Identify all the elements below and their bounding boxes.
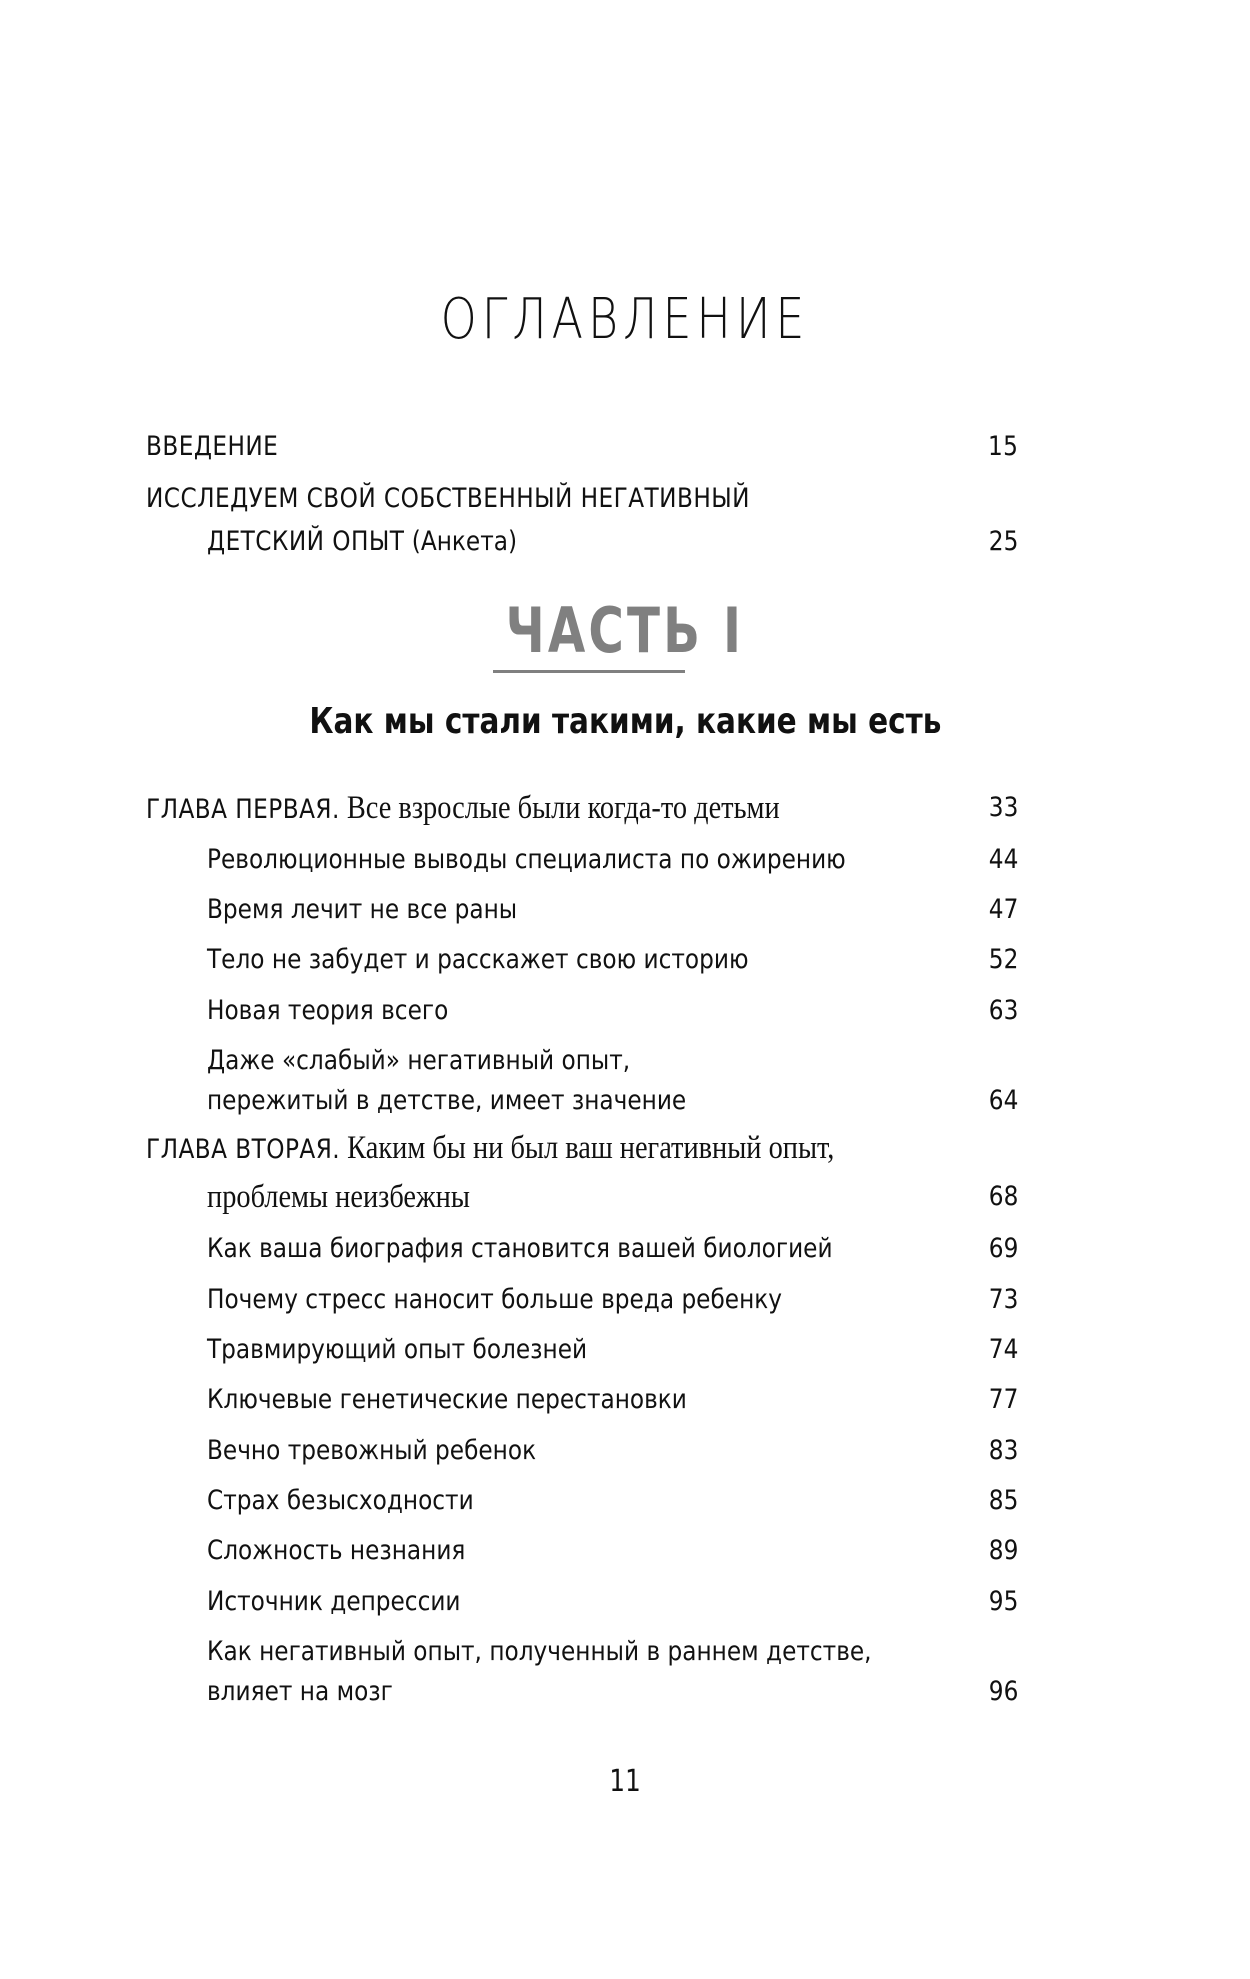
section-title: Революционные выводы специалиста по ожирению (207, 844, 846, 875)
page-folio: 11 (609, 1764, 641, 1799)
toc-page-number: 52 (988, 944, 1018, 975)
toc-entry-questionnaire-line2[interactable] (207, 522, 1018, 562)
toc-page-number: 77 (988, 1384, 1018, 1415)
toc-entry-introduction[interactable] (146, 427, 1018, 467)
section-title: Сложность незнания (207, 1535, 466, 1566)
section-title: Новая теория всего (207, 995, 449, 1026)
toc-section-line2[interactable] (207, 1081, 1018, 1121)
toc-page-number: 63 (988, 995, 1018, 1026)
toc-section[interactable] (207, 1229, 1018, 1269)
toc-page-number: 47 (988, 894, 1018, 925)
toc-section[interactable] (207, 1481, 1018, 1521)
toc-section-line1[interactable] (207, 1632, 1018, 1672)
toc-page-number: 33 (988, 792, 1018, 823)
section-title: влияет на мозг (207, 1676, 393, 1707)
chapter-prefix: ГЛАВА ПЕРВАЯ. (146, 794, 340, 825)
page-title: ОГЛАВЛЕНИЕ (440, 287, 810, 352)
section-title: Ключевые генетические перестановки (207, 1384, 687, 1415)
toc-entry-label: ДЕТСКИЙ ОПЫТ (207, 526, 405, 557)
toc-page-number: 15 (987, 431, 1018, 462)
toc-section[interactable] (207, 1380, 1018, 1420)
toc-entry-label: ВВЕДЕНИЕ (146, 431, 279, 462)
toc-page-number: 25 (988, 526, 1018, 557)
section-title: Страх безысходности (207, 1485, 474, 1516)
toc-page-number: 85 (988, 1485, 1018, 1516)
section-title: Даже «слабый» негативный опыт, (207, 1045, 631, 1076)
toc-section[interactable] (207, 1531, 1018, 1571)
toc-chapter-2-line1[interactable] (146, 1128, 1018, 1170)
toc-page-number: 68 (988, 1181, 1018, 1212)
toc-section[interactable] (207, 1582, 1018, 1622)
section-title: Источник депрессии (207, 1586, 461, 1617)
chapter-prefix: ГЛАВА ВТОРАЯ. (146, 1134, 341, 1165)
toc-page-number: 83 (988, 1435, 1018, 1466)
section-title: пережитый в детстве, имеет значение (207, 1085, 687, 1116)
toc-section[interactable] (207, 1280, 1018, 1320)
toc-entry-questionnaire-line1[interactable] (146, 479, 1018, 519)
toc-page-number: 96 (988, 1676, 1018, 1707)
toc-section[interactable] (207, 1431, 1018, 1471)
part-underline (493, 670, 685, 673)
toc-page-number: 44 (988, 844, 1018, 875)
chapter-title: проблемы неизбежны (207, 1179, 470, 1215)
toc-chapter-2-line2[interactable] (207, 1177, 1018, 1219)
toc-page-number: 69 (988, 1233, 1018, 1264)
chapter-title: Каким бы ни был ваш негативный опыт, (340, 1130, 835, 1166)
toc-page-number: 74 (988, 1334, 1018, 1365)
section-title: Вечно тревожный ребенок (207, 1435, 537, 1466)
section-title: Как негативный опыт, полученный в раннем детстве, (207, 1636, 872, 1667)
toc-section[interactable] (207, 991, 1018, 1031)
section-title: Почему стресс наносит больше вреда ребенку (207, 1284, 783, 1315)
toc-section[interactable] (207, 890, 1018, 930)
chapter-title: Все взрослые были когда-то детьми (339, 790, 780, 826)
section-title: Время лечит не все раны (207, 894, 518, 925)
toc-page-number: 89 (988, 1535, 1018, 1566)
section-title: Как ваша биография становится вашей биологией (207, 1233, 833, 1264)
toc-page-number: 64 (988, 1085, 1018, 1116)
toc-page-number: 95 (988, 1586, 1018, 1617)
toc-section[interactable] (207, 940, 1018, 980)
toc-entry-label-note: (Анкета) (404, 526, 518, 557)
toc-chapter-1[interactable] (146, 788, 1018, 830)
part-subtitle: Как мы стали такими, какие мы есть (308, 701, 941, 742)
section-title: Тело не забудет и расскажет свою историю (207, 944, 749, 975)
toc-section[interactable] (207, 1330, 1018, 1370)
section-title: Травмирующий опыт болезней (207, 1334, 588, 1365)
toc-entry-label: ИССЛЕДУЕМ СВОЙ СОБСТВЕННЫЙ НЕГАТИВНЫЙ (146, 483, 750, 514)
toc-section[interactable] (207, 840, 1018, 880)
part-label: ЧАСТЬ I (505, 594, 745, 667)
toc-section-line2[interactable] (207, 1672, 1018, 1712)
toc-section-line1[interactable] (207, 1041, 1018, 1081)
part-heading (0, 596, 1250, 666)
toc-page-number: 73 (988, 1284, 1018, 1315)
